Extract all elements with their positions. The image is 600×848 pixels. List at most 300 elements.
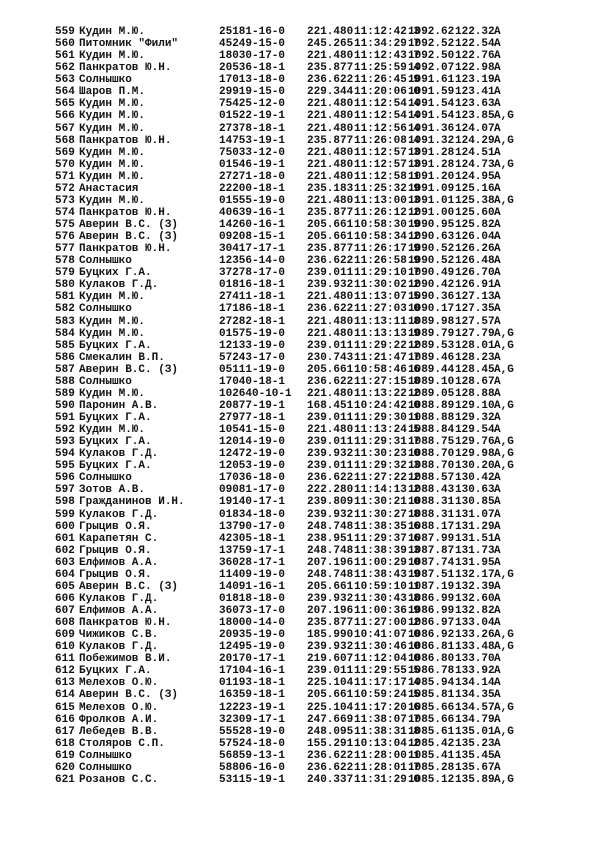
coefficient-value: 132.60: [455, 592, 495, 605]
owner-name: Кудин М.Ю.: [79, 291, 146, 304]
table-row: [55, 472, 595, 484]
arrival-time: 11:27:15.8: [354, 375, 421, 388]
ring-code: 22200-18-1: [219, 182, 286, 195]
ring-code: 55528-19-0: [219, 725, 286, 738]
distance-value: 155.291: [307, 737, 354, 750]
distance-value: 205.661: [307, 219, 354, 231]
arrival-time: 10:59:10.1: [354, 580, 421, 593]
row-number: 585: [55, 339, 75, 352]
distance-value: 221.480: [307, 194, 354, 207]
row-number: 606: [55, 592, 75, 605]
arrival-time: 11:29:10.7: [354, 267, 421, 280]
owner-name: Панкратов Ю.Н.: [79, 62, 172, 75]
coefficient-value: 129.54: [455, 424, 495, 437]
owner-name: Чижиков С.В.: [79, 629, 159, 642]
row-number: 579: [55, 267, 75, 280]
table-row: [55, 677, 595, 689]
row-number: 582: [55, 303, 75, 316]
distance-value: 207.196: [307, 605, 354, 617]
distance-value: 235.877: [307, 134, 354, 147]
ring-code: 09208-15-1: [219, 231, 286, 244]
table-row: [55, 110, 595, 122]
status-flags: A: [494, 26, 501, 38]
speed-value: 1092.50: [408, 50, 455, 63]
status-flags: A,G: [494, 725, 514, 738]
table-row: [55, 291, 595, 303]
arrival-time: 11:29:55.5: [354, 665, 421, 678]
status-flags: A: [494, 484, 501, 497]
coefficient-value: 129.76: [455, 436, 495, 449]
coefficient-value: 134.35: [455, 689, 495, 702]
owner-name: Буцких Г.А.: [79, 436, 152, 449]
owner-name: Елфимов А.А.: [79, 605, 159, 617]
arrival-time: 11:26:58.9: [354, 255, 421, 268]
row-number: 559: [55, 26, 75, 38]
coefficient-value: 133.26: [455, 629, 495, 642]
speed-value: 1090.42: [408, 279, 455, 292]
speed-value: 1086.97: [408, 617, 455, 630]
row-number: 571: [55, 170, 75, 183]
row-number: 588: [55, 375, 75, 388]
status-flags: A: [494, 315, 501, 328]
ring-code: 16359-18-1: [219, 689, 286, 702]
speed-value: 1088.88: [408, 412, 455, 424]
distance-value: 239.932: [307, 279, 354, 292]
coefficient-value: 130.85: [455, 496, 495, 509]
owner-name: Аверин В.С. (З): [79, 231, 179, 244]
owner-name: Кудин М.Ю.: [79, 50, 146, 63]
row-number: 563: [55, 74, 75, 87]
ring-code: 12495-19-0: [219, 641, 286, 654]
coefficient-value: 124.51: [455, 146, 495, 159]
coefficient-value: 134.79: [455, 713, 495, 726]
coefficient-value: 133.04: [455, 617, 495, 630]
row-number: 605: [55, 580, 75, 593]
table-row: [55, 412, 595, 424]
arrival-time: 11:20:06.0: [354, 86, 421, 99]
coefficient-value: 124.07: [455, 122, 495, 135]
arrival-time: 11:29:22.2: [354, 339, 421, 352]
owner-name: Грыцив О.Я.: [79, 568, 152, 581]
coefficient-value: 123.85: [455, 110, 495, 123]
table-row: [55, 219, 595, 231]
owner-name: Буцких Г.А.: [79, 665, 152, 678]
table-row: [55, 171, 595, 183]
distance-value: 205.661: [307, 689, 354, 702]
owner-name: Зотов А.В.: [79, 484, 146, 497]
arrival-time: 11:27:00.2: [354, 617, 421, 630]
row-number: 613: [55, 677, 75, 690]
owner-name: Анастасия: [79, 182, 139, 195]
speed-value: 1085.94: [408, 677, 455, 690]
distance-value: 221.480: [307, 170, 354, 183]
status-flags: A: [494, 617, 501, 630]
owner-name: Кулаков Г.Д.: [79, 279, 159, 292]
coefficient-value: 132.17: [455, 568, 495, 581]
status-flags: A: [494, 231, 501, 244]
speed-value: 1088.31: [408, 496, 455, 509]
coefficient-value: 129.32: [455, 412, 495, 424]
row-number: 621: [55, 773, 75, 786]
distance-value: 221.480: [307, 327, 354, 340]
ring-code: 42305-18-1: [219, 532, 286, 545]
status-flags: A: [494, 580, 501, 593]
speed-value: 1091.61: [408, 74, 455, 87]
arrival-time: 11:34:29.7: [354, 38, 421, 51]
distance-value: 229.344: [307, 86, 354, 99]
speed-value: 1085.41: [408, 749, 455, 762]
row-number: 565: [55, 98, 75, 111]
ring-code: 01546-19-1: [219, 158, 286, 171]
status-flags: A: [494, 243, 501, 256]
owner-name: Мелехов О.Ю.: [79, 677, 159, 690]
ring-code: 14260-16-1: [219, 219, 286, 231]
speed-value: 1088.43: [408, 484, 455, 497]
ring-code: 01816-18-1: [219, 279, 286, 292]
arrival-time: 11:00:36.9: [354, 605, 421, 617]
arrival-time: 11:12:57.3: [354, 158, 421, 171]
distance-value: 236.622: [307, 761, 354, 774]
ring-code: 27411-18-1: [219, 291, 286, 304]
status-flags: A: [494, 532, 501, 545]
coefficient-value: 122.32: [455, 26, 495, 38]
distance-value: 235.877: [307, 62, 354, 75]
ring-code: 36028-17-1: [219, 556, 286, 569]
row-number: 612: [55, 665, 75, 678]
distance-value: 230.743: [307, 351, 354, 364]
ring-code: 18030-17-0: [219, 50, 286, 63]
table-row: [55, 738, 595, 750]
table-row: [55, 484, 595, 496]
status-flags: A,G: [494, 641, 514, 654]
coefficient-value: 135.23: [455, 737, 495, 750]
status-flags: A,G: [494, 460, 514, 473]
ring-code: 12356-14-0: [219, 255, 286, 268]
table-row: [55, 436, 595, 448]
status-flags: A: [494, 749, 501, 762]
table-row: [55, 653, 595, 665]
row-number: 577: [55, 243, 75, 256]
speed-value: 1091.36: [408, 122, 455, 135]
speed-value: 1087.87: [408, 544, 455, 557]
distance-value: 205.661: [307, 363, 354, 376]
table-row: [55, 279, 595, 291]
ring-code: 17186-18-1: [219, 303, 286, 316]
speed-value: 1089.53: [408, 339, 455, 352]
owner-name: Мелехов О.Ю.: [79, 701, 159, 714]
coefficient-value: 127.79: [455, 327, 495, 340]
arrival-time: 11:26:17.9: [354, 243, 421, 256]
ring-code: 11409-19-0: [219, 568, 286, 581]
ring-code: 12133-19-0: [219, 339, 286, 352]
table-row: [55, 86, 595, 98]
distance-value: 225.104: [307, 677, 354, 690]
distance-value: 221.480: [307, 98, 354, 111]
coefficient-value: 127.35: [455, 303, 495, 316]
row-number: 568: [55, 134, 75, 147]
arrival-time: 11:27:22.2: [354, 472, 421, 485]
owner-name: Аверин В.С. (З): [79, 689, 179, 702]
owner-name: Панкратов Ю.Н.: [79, 134, 172, 147]
owner-name: Шаров П.М.: [79, 86, 146, 99]
table-row: [55, 303, 595, 315]
distance-value: 248.748: [307, 520, 354, 533]
owner-name: Кудин М.Ю.: [79, 146, 146, 159]
status-flags: A: [494, 761, 501, 774]
coefficient-value: 123.63: [455, 98, 495, 111]
speed-value: 1092.07: [408, 62, 455, 75]
row-number: 601: [55, 532, 75, 545]
row-number: 575: [55, 219, 75, 231]
row-number: 570: [55, 158, 75, 171]
status-flags: A: [494, 86, 501, 99]
arrival-time: 11:30:23.0: [354, 448, 421, 461]
distance-value: 239.011: [307, 267, 354, 280]
distance-value: 239.932: [307, 641, 354, 654]
table-row: [55, 135, 595, 147]
arrival-time: 11:12:56.4: [354, 122, 421, 135]
speed-value: 1089.46: [408, 351, 455, 364]
row-number: 597: [55, 484, 75, 497]
ring-code: 20877-19-1: [219, 399, 286, 412]
owner-name: Кудин М.Ю.: [79, 194, 146, 207]
speed-value: 1086.78: [408, 665, 455, 678]
distance-value: 236.622: [307, 472, 354, 485]
status-flags: A: [494, 556, 501, 569]
table-row: [55, 533, 595, 545]
owner-name: Грыцив О.Я.: [79, 520, 152, 533]
coefficient-value: 133.70: [455, 653, 495, 666]
table-row: [55, 243, 595, 255]
distance-value: 239.932: [307, 592, 354, 605]
coefficient-value: 125.38: [455, 194, 495, 207]
ring-code: 12223-19-1: [219, 701, 286, 714]
row-number: 619: [55, 749, 75, 762]
coefficient-value: 133.92: [455, 665, 495, 678]
arrival-time: 10:58:46.6: [354, 363, 421, 376]
ring-code: 56859-13-1: [219, 749, 286, 762]
speed-value: 1091.28: [408, 146, 455, 159]
arrival-time: 11:30:27.8: [354, 508, 421, 521]
status-flags: A: [494, 496, 501, 509]
distance-value: 239.932: [307, 508, 354, 521]
coefficient-value: 125.60: [455, 206, 495, 219]
ring-code: 18000-14-0: [219, 617, 286, 630]
coefficient-value: 135.01: [455, 725, 495, 738]
speed-value: 1089.44: [408, 363, 455, 376]
speed-value: 1090.52: [408, 243, 455, 256]
coefficient-value: 131.07: [455, 508, 495, 521]
coefficient-value: 135.67: [455, 761, 495, 774]
arrival-time: 11:28:01.7: [354, 761, 421, 774]
coefficient-value: 122.76: [455, 50, 495, 63]
ring-code: 19140-17-1: [219, 496, 286, 509]
row-number: 618: [55, 737, 75, 750]
speed-value: 1089.10: [408, 375, 455, 388]
status-flags: A: [494, 279, 501, 292]
table-row: [55, 750, 595, 762]
speed-value: 1091.28: [408, 158, 455, 171]
distance-value: 239.011: [307, 460, 354, 473]
arrival-time: 11:30:21.0: [354, 496, 421, 509]
row-number: 564: [55, 86, 75, 99]
table-row: [55, 183, 595, 195]
coefficient-value: 134.57: [455, 701, 495, 714]
coefficient-value: 123.41: [455, 86, 495, 99]
ring-code: 27378-18-1: [219, 122, 286, 135]
distance-value: 236.622: [307, 303, 354, 316]
status-flags: A: [494, 62, 501, 75]
distance-value: 236.622: [307, 74, 354, 87]
coefficient-value: 122.54: [455, 38, 495, 51]
speed-value: 1088.70: [408, 460, 455, 473]
speed-value: 1087.74: [408, 556, 455, 569]
status-flags: A: [494, 375, 501, 388]
speed-value: 1091.20: [408, 170, 455, 183]
distance-value: 221.480: [307, 424, 354, 437]
arrival-time: 10:13:04.2: [354, 737, 421, 750]
table-row: [55, 98, 595, 110]
coefficient-value: 128.23: [455, 351, 495, 364]
arrival-time: 11:17:20.6: [354, 701, 421, 714]
ring-code: 37278-17-0: [219, 267, 286, 280]
row-number: 603: [55, 556, 75, 569]
owner-name: Кудин М.Ю.: [79, 110, 146, 123]
status-flags: A: [494, 146, 501, 159]
speed-value: 1086.80: [408, 653, 455, 666]
ring-code: 36073-17-0: [219, 605, 286, 617]
status-flags: A: [494, 520, 501, 533]
arrival-time: 11:26:08.4: [354, 134, 421, 147]
owner-name: Аверин В.С. (З): [79, 219, 179, 231]
table-row: [55, 629, 595, 641]
speed-value: 1086.92: [408, 629, 455, 642]
table-row: [55, 641, 595, 653]
row-number: 604: [55, 568, 75, 581]
status-flags: A,G: [494, 110, 514, 123]
ring-code: 17036-18-0: [219, 472, 286, 485]
coefficient-value: 129.10: [455, 399, 495, 412]
coefficient-value: 130.20: [455, 460, 495, 473]
row-number: 595: [55, 460, 75, 473]
distance-value: 245.265: [307, 38, 354, 51]
status-flags: A: [494, 351, 501, 364]
speed-value: 1088.17: [408, 520, 455, 533]
owner-name: Солнышко: [79, 749, 132, 762]
coefficient-value: 128.45: [455, 363, 495, 376]
row-number: 562: [55, 62, 75, 75]
table-row: [55, 689, 595, 701]
arrival-time: 11:17:17.4: [354, 677, 421, 690]
owner-name: Питомник "Фили": [79, 38, 179, 51]
speed-value: 1092.52: [408, 38, 455, 51]
coefficient-value: 128.01: [455, 339, 495, 352]
distance-value: 205.661: [307, 580, 354, 593]
owner-name: Буцких Г.А.: [79, 460, 152, 473]
owner-name: Паронин А.В.: [79, 399, 159, 412]
ring-code: 57524-18-0: [219, 737, 286, 750]
speed-value: 1085.81: [408, 689, 455, 702]
owner-name: Смекалин В.П.: [79, 351, 165, 364]
status-flags: A: [494, 713, 501, 726]
owner-name: Буцких Г.А.: [79, 339, 152, 352]
distance-value: 221.480: [307, 110, 354, 123]
owner-name: Кудин М.Ю.: [79, 98, 146, 111]
arrival-time: 11:12:04.0: [354, 653, 421, 666]
arrival-time: 10:41:07.0: [354, 629, 421, 642]
arrival-time: 11:29:37.6: [354, 532, 421, 545]
coefficient-value: 129.98: [455, 448, 495, 461]
owner-name: Кулаков Г.Д.: [79, 448, 159, 461]
arrival-time: 11:25:59.4: [354, 62, 421, 75]
ring-code: 12014-19-0: [219, 436, 286, 449]
distance-value: 235.877: [307, 243, 354, 256]
distance-value: 185.990: [307, 629, 354, 642]
speed-value: 1091.32: [408, 134, 455, 147]
row-number: 610: [55, 641, 75, 654]
status-flags: A,G: [494, 339, 514, 352]
arrival-time: 10:58:30.9: [354, 219, 421, 231]
speed-value: 1091.54: [408, 98, 455, 111]
distance-value: 238.951: [307, 532, 354, 545]
owner-name: Солнышко: [79, 375, 132, 388]
ring-code: 13759-17-1: [219, 544, 286, 557]
ring-code: 20170-17-1: [219, 653, 286, 666]
row-number: 596: [55, 472, 75, 485]
distance-value: 248.095: [307, 725, 354, 738]
table-row: [55, 231, 595, 243]
distance-value: 239.932: [307, 448, 354, 461]
owner-name: Кулаков Г.Д.: [79, 508, 159, 521]
owner-name: Гражданинов И.Н.: [79, 496, 185, 509]
speed-value: 1091.54: [408, 110, 455, 123]
status-flags: A,G: [494, 134, 514, 147]
arrival-time: 11:38:39.3: [354, 544, 421, 557]
ring-code: 14753-19-1: [219, 134, 286, 147]
arrival-time: 11:27:03.0: [354, 303, 421, 316]
coefficient-value: 127.13: [455, 291, 495, 304]
owner-name: Солнышко: [79, 74, 132, 87]
arrival-time: 11:13:22.2: [354, 387, 421, 400]
status-flags: A,G: [494, 701, 514, 714]
coefficient-value: 124.95: [455, 170, 495, 183]
table-row: [55, 267, 595, 279]
table-row: [55, 328, 595, 340]
distance-value: 221.480: [307, 26, 354, 38]
row-number: 615: [55, 701, 75, 714]
speed-value: 1085.61: [408, 725, 455, 738]
row-number: 589: [55, 387, 75, 400]
table-row: [55, 665, 595, 677]
row-number: 594: [55, 448, 75, 461]
ring-code: 27282-18-1: [219, 315, 286, 328]
status-flags: A,G: [494, 448, 514, 461]
speed-value: 1086.81: [408, 641, 455, 654]
ring-code: 01575-19-0: [219, 327, 286, 340]
row-number: 609: [55, 629, 75, 642]
owner-name: Аверин В.С. (З): [79, 363, 179, 376]
distance-value: 221.480: [307, 50, 354, 63]
row-number: 611: [55, 653, 75, 666]
owner-name: Побежимов В.И.: [79, 653, 172, 666]
table-row: [55, 605, 595, 617]
arrival-time: 11:30:43.8: [354, 592, 421, 605]
row-number: 569: [55, 146, 75, 159]
arrival-time: 10:59:24.5: [354, 689, 421, 702]
ring-code: 12053-19-0: [219, 460, 286, 473]
arrival-time: 11:12:54.4: [354, 110, 421, 123]
ring-code: 12472-19-0: [219, 448, 286, 461]
